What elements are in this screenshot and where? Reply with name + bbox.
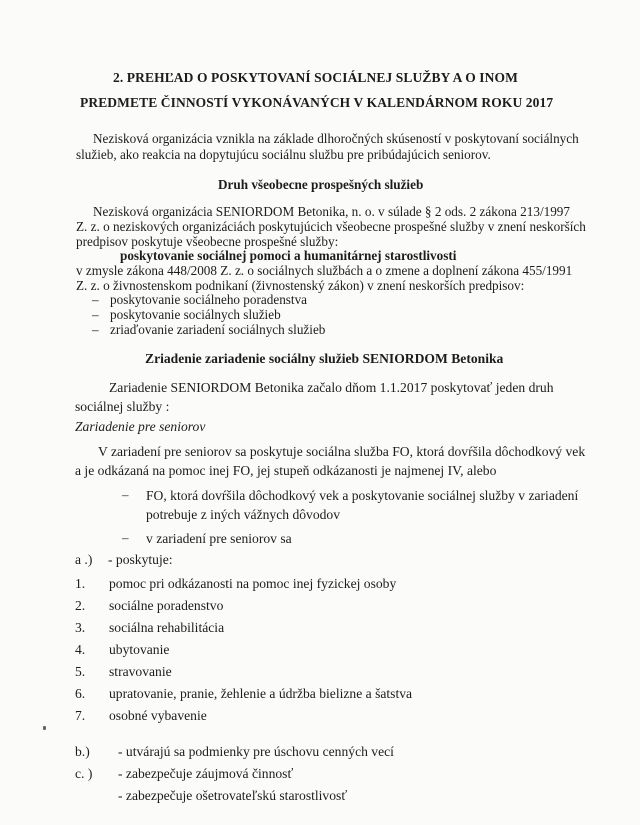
list-label-a: a .) [75, 552, 93, 567]
dash-symbol: – [122, 530, 129, 545]
numbered-item: upratovanie, pranie, žehlenie a údržba bielizne a šatstva [109, 686, 413, 701]
section1-line-4: v zmysle zákona 448/2008 Z. z. o sociálnych službách a o zmene a doplnení zákona 455/1991 [76, 263, 573, 278]
numbered-num: 1. [75, 576, 86, 591]
list-text-c: - zabezpečuje záujmová činnosť [118, 766, 294, 781]
numbered-num: 4. [75, 642, 86, 657]
list-label-c: c. ) [75, 766, 93, 781]
para2-line-1: V zariadení pre seniorov sa poskytuje sociálna služba FO, ktorá dovŕšila dôchodkový vek [98, 444, 586, 459]
heading-line-1: 2. PREHĽAD O POSKYTOVANÍ SOCIÁLNEJ SLUŽBY A O INOM [113, 70, 518, 85]
para1-line-2: sociálnej služby : [75, 399, 170, 414]
heading-line-2: PREDMETE ČINNOSTÍ VYKONÁVANÝCH V KALENDÁRNOM ROKU 2017 [80, 95, 554, 110]
numbered-item: ubytovanie [109, 642, 170, 657]
numbered-num: 3. [75, 620, 86, 635]
section1-line-1: Nezisková organizácia SENIORDOM Betonika, n. o. v súlade § 2 ods. 2 zákona 213/1997 [93, 204, 570, 219]
list-text-a: - poskytuje: [108, 552, 173, 567]
numbered-item: pomoc pri odkázanosti na pomoc inej fyzickej osoby [109, 576, 397, 591]
bullet-symbol: – [92, 292, 99, 307]
intro-line-2: služieb, ako reakcia na dopytujúcu sociálnu službu pre pribúdajúcich seniorov. [76, 147, 491, 162]
bullet-symbol: – [92, 322, 99, 337]
bullet-item-2: poskytovanie sociálnych služieb [110, 307, 281, 322]
section1-line-3: predpisov poskytuje všeobecne prospešné služby: [76, 234, 339, 249]
bullet-symbol: – [92, 307, 99, 322]
section1-bold-line: poskytovanie sociálnej pomoci a humanitárnej starostlivosti [120, 248, 457, 263]
numbered-num: 2. [75, 598, 86, 613]
bullet-item-1: poskytovanie sociálneho poradenstva [110, 292, 308, 307]
list-label-b: b.) [75, 744, 90, 759]
dash-item-1-line-2: potrebuje z iných vážnych dôvodov [146, 507, 341, 522]
dash-item-1-line-1: FO, ktorá dovŕšila dôchodkový vek a poskytovanie sociálnej služby v zariadení [146, 488, 579, 503]
numbered-num: 5. [75, 664, 86, 679]
numbered-item: stravovanie [109, 664, 172, 679]
section-title-druh: Druh všeobecne prospešných služieb [218, 177, 424, 192]
section-title-zriadenie: Zriadenie zariadenie sociálny služieb SENIORDOM Betonika [145, 351, 504, 366]
list-text-c-2: - zabezpečuje ošetrovateľskú starostlivosť [118, 788, 348, 803]
bullet-item-3: zriaďovanie zariadení sociálnych služieb [110, 322, 326, 337]
subtitle-zariadenie-pre-seniorov: Zariadenie pre seniorov [75, 419, 206, 434]
intro-line-1: Nezisková organizácia vznikla na základe dlhoročných skúseností v poskytovaní sociálnych [93, 131, 579, 146]
numbered-item: osobné vybavenie [109, 708, 207, 723]
numbered-num: 7. [75, 708, 86, 723]
list-text-b: - utvárajú sa podmienky pre úschovu cenných vecí [118, 744, 394, 759]
scan-speck [43, 726, 46, 730]
numbered-num: 6. [75, 686, 86, 701]
dash-item-2: v zariadení pre seniorov sa [146, 531, 292, 546]
para2-line-2: a je odkázaná na pomoc inej FO, jej stupeň odkázanosti je najmenej IV, alebo [75, 463, 497, 478]
section1-line-5: Z. z. o živnostenskom podnikaní (živnostenský zákon) v znení neskorších predpisov: [76, 278, 525, 293]
numbered-item: sociálne poradenstvo [109, 598, 224, 613]
section1-line-2: Z. z. o neziskových organizáciách poskytujúcich všeobecne prospešné služby v znení neskorších [76, 219, 586, 234]
numbered-item: sociálna rehabilitácia [109, 620, 225, 635]
para1-line-1: Zariadenie SENIORDOM Betonika začalo dňom 1.1.2017 poskytovať jeden druh [109, 380, 554, 395]
dash-symbol: – [122, 487, 129, 502]
